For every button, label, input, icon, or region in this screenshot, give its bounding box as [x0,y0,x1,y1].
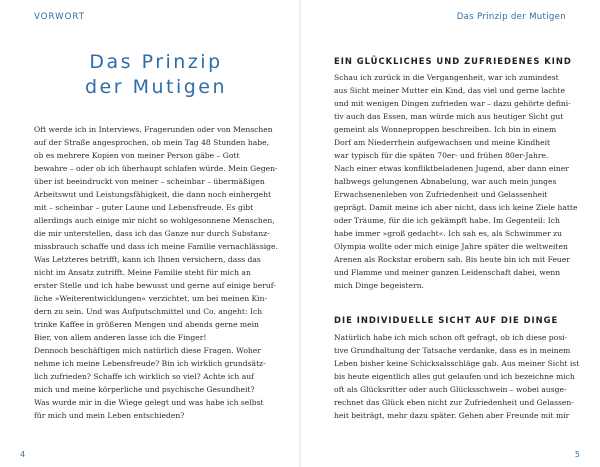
text-line: liche »Weiterentwicklungen« verzichtet, um bei meinen Kin- [34,294,268,303]
text-line: Oft werde ich in Interviews, Fragerunden oder von Menschen [34,125,273,134]
text-line: Leben bisher keine Schicksalsschläge gab. Aus meiner Sicht ist [334,359,580,368]
page-number: 5 [574,450,580,459]
section-heading: EIN GLÜCKLICHES UND ZUFRIEDENES KIND [334,56,572,66]
right-page [300,0,600,467]
text-line: für mich und mein Leben entschieden? [34,411,185,420]
body-text [334,331,578,422]
text-line: tiv auch das Essen, man würde mich aus heutiger Sicht gut [334,112,564,121]
text-line: aus Sicht meiner Mutter ein Kind, das viel und gerne lachte [334,86,565,95]
text-line: Dorf am Niederrhein aufgewachsen und meine Kindheit [334,138,551,147]
text-line: Schau ich zurück in die Vergangenheit, war ich zumindest [334,73,559,82]
text-line: ob es mehrere Kopien von meiner Person gäbe – Gott [34,151,240,160]
chapter-title-line: Das Prinzip [89,51,223,73]
text-line: die mir unterstellen, dass ich das Ganze nur durch Substanz- [34,229,270,238]
text-line: bis heute eigentlich alles gut gelaufen und ich bezeichne mich [334,372,575,381]
text-line: lich zufrieden? Schaffe ich wirklich so viel? Achte ich auf [34,372,254,381]
text-line: Arenen als Rockstar erobern sah. Bis heute bin ich mit Feuer [334,255,570,264]
text-line: gemeint als Wonneproppen beschreiben. Ich bin in einem [334,125,557,134]
text-line: erster Stelle und ich habe bewusst und gerne auf einige beruf- [34,281,276,290]
text-line: mich und meine körperliche und psychische Gesundheit? [34,385,255,394]
text-line: mit – scheinbar – guter Laune und Lebensfreude. Es gibt [34,203,254,212]
text-line: geprägt. Damit meine ich aber nicht, dass ich keine Ziele hatte [334,203,578,212]
body-text [34,123,279,422]
text-line: nehme ich meine Lebensfreude? Bin ich wirklich grundsätz- [34,359,266,368]
text-line: missbrauch schaffe und dass ich meine Familie vernachlässige. [34,242,278,251]
text-line: nicht im Ansatz zutrifft. Meine Familie steht für mich an [34,268,251,277]
text-line: Natürlich habe ich mich schon oft gefragt, ob ich diese posi- [334,333,568,342]
text-line: Nach einer etwas konfliktbeladenen Jugend, aber dann einer [334,164,569,173]
text-line: Was wurde mir in die Wiege gelegt und was habe ich selbst [34,398,264,407]
text-line: auf der Straße angesprochen, ob mein Tag 48 Stunden habe, [34,138,270,147]
text-line: war typisch für die späten 70er- und frühen 80er-Jahre. [334,151,549,160]
text-line: und mit wenigen Dingen zufrieden war – dazu gehörte defini- [334,99,571,108]
chapter-title-line: der Mutigen [84,76,228,98]
text-line: bewahre – oder ob ich überhaupt schlafen würde. Mein Gegen- [34,164,278,173]
text-line: habe immer »groß gedacht«. Ich sah es, als Schwimmer zu [334,229,563,238]
text-line: oft als Glücksritter oder auch Glücksschwein – wobei ausge- [334,385,567,394]
text-line: dern zu sein. Und was Aufputschmittel und Co. angeht: Ich [34,307,263,316]
body-text [334,71,578,292]
text-line: tive Grundhaltung der Tatsache verdanke, dass es in meinem [334,346,571,355]
running-head: VORWORT [34,12,85,22]
text-line: über ist beeindruckt von meiner – scheinbar – übermäßigen [34,177,265,186]
text-line: Olympia wollte oder mich einige Jahre später die weltweiten [334,242,568,251]
chapter-title [36,50,276,100]
text-line: Erwachsenenleben von Zufriedenheit und Gelassenheit [334,190,548,199]
text-line: Bier, von allem anderen lasse ich die Finger! [34,333,207,342]
text-line: und Flamme und meiner ganzen Leidenschaft dabei, wenn [334,268,561,277]
text-line: halbwegs gelungenen Abnabelung, war auch mein junges [334,177,557,186]
section-heading: DIE INDIVIDUELLE SICHT AUF DIE DINGE [334,315,559,325]
text-line: rechnet das Glück eben nicht zur Zufriedenheit und Gelassen- [334,398,574,407]
text-line: Arbeitswut und Leistungsfähigkeit, die dann noch einhergeht [34,190,272,199]
running-head: Das Prinzip der Mutigen [456,12,566,22]
text-line: oder Träume, für die ich gekämpft habe. Im Gegenteil: Ich [334,216,560,225]
page-number: 4 [20,450,26,459]
text-line: trinke Kaffee in größeren Mengen und abends gerne mein [34,320,259,329]
text-line: allerdings auch einige mir nicht so wohlgesonnene Menschen, [34,216,275,225]
text-line: heit beiträgt, mehr dazu später. Gehen aber Freunde mit mir [334,411,570,420]
text-line: Dennoch beschäftigen mich natürlich diese Fragen. Woher [34,346,261,355]
text-line: Was Letzteres betrifft, kann ich Ihnen versichern, dass das [34,255,261,264]
text-line: mich Dinge begeistern. [334,281,424,290]
